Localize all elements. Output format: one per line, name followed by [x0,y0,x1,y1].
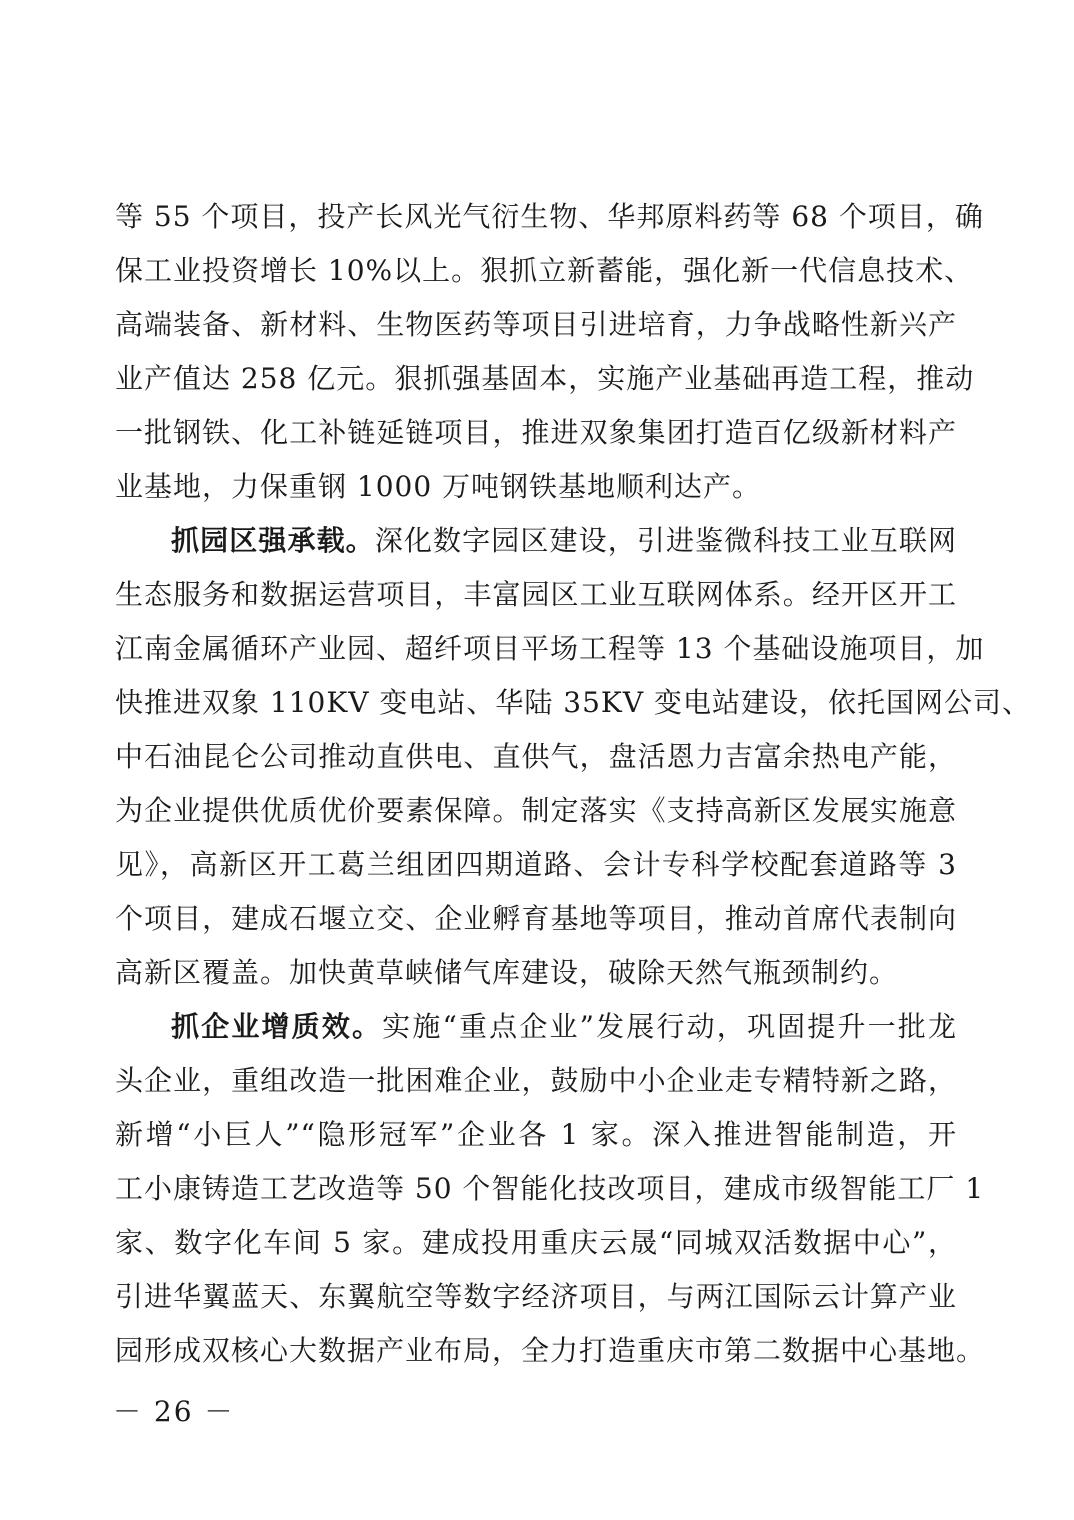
text-line [115,514,957,568]
text-line: 生态服务和数据运营项目，丰富园区工业互联网体系。经开区开工 [115,578,957,611]
text-line: 中石油昆仑公司推动直供电、直供气，盘活恩力吉富余热电产能， [115,740,957,773]
paragraph-3 [115,1000,986,1378]
text-line: 见》，高新区开工葛兰组团四期道路、会计专科学校配套道路等 3 [115,848,957,881]
text-line: 园形成双核心大数据产业布局，全力打造重庆市第二数据中心基地。 [115,1334,986,1367]
paragraph-1 [115,190,984,514]
text-line: 头企业，重组改造一批困难企业，鼓励中小企业走专精特新之路， [115,1064,957,1097]
text-line: 个项目，建成石堰立交、企业孵育基地等项目，推动首席代表制向 [115,902,957,935]
text-span: 深化数字园区建设，引进鉴微科技工业互联网 [374,524,957,557]
text-line: 快推进双象 110KV 变电站、华陆 35KV 变电站建设，依托国网公司、 [115,686,1031,719]
body-text [115,190,1031,1378]
paragraph-lead-heading: 抓企业增质效。 [171,1010,383,1043]
text-line [115,1000,957,1054]
text-line: 新增“小巨人”“隐形冠军”企业各 1 家。深入推进智能制造，开 [115,1118,957,1151]
text-line: 业基地，力保重钢 1000 万吨钢铁基地顺利达产。 [115,470,762,503]
text-line: 一批钢铁、化工补链延链项目，推进双象集团打造百亿级新材料产 [115,416,957,449]
text-line: 引进华翼蓝天、东翼航空等数字经济项目，与两江国际云计算产业 [115,1280,957,1313]
text-span: 实施“重点企业”发展行动，巩固提升一批龙 [382,1010,957,1043]
paragraph-2 [115,514,1031,1000]
text-line: 业产值达 258 亿元。狠抓强基固本，实施产业基础再造工程，推动 [115,362,975,395]
text-line: 为企业提供优质优价要素保障。制定落实《支持高新区发展实施意 [115,794,957,827]
text-line: 江南金属循环产业园、超纤项目平场工程等 13 个基础设施项目，加 [115,632,985,665]
text-line: 保工业投资增长 10%以上。狠抓立新蓄能，强化新一代信息技术、 [115,254,974,287]
text-line: 高端装备、新材料、生物医药等项目引进培育，力争战略性新兴产 [115,308,957,341]
text-line: 家、数字化车间 5 家。建成投用重庆云晟“同城双活数据中心”， [115,1226,957,1259]
paragraph-lead-heading: 抓园区强承载。 [171,524,375,557]
page-number: － 26 － [113,1395,235,1428]
text-line: 高新区覆盖。加快黄草峡储气库建设，破除天然气瓶颈制约。 [115,956,899,989]
text-line: 等 55 个项目，投产长风光气衍生物、华邦原料药等 68 个项目，确 [115,200,984,233]
text-line: 工小康铸造工艺改造等 50 个智能化技改项目，建成市级智能工厂 1 [115,1172,985,1205]
